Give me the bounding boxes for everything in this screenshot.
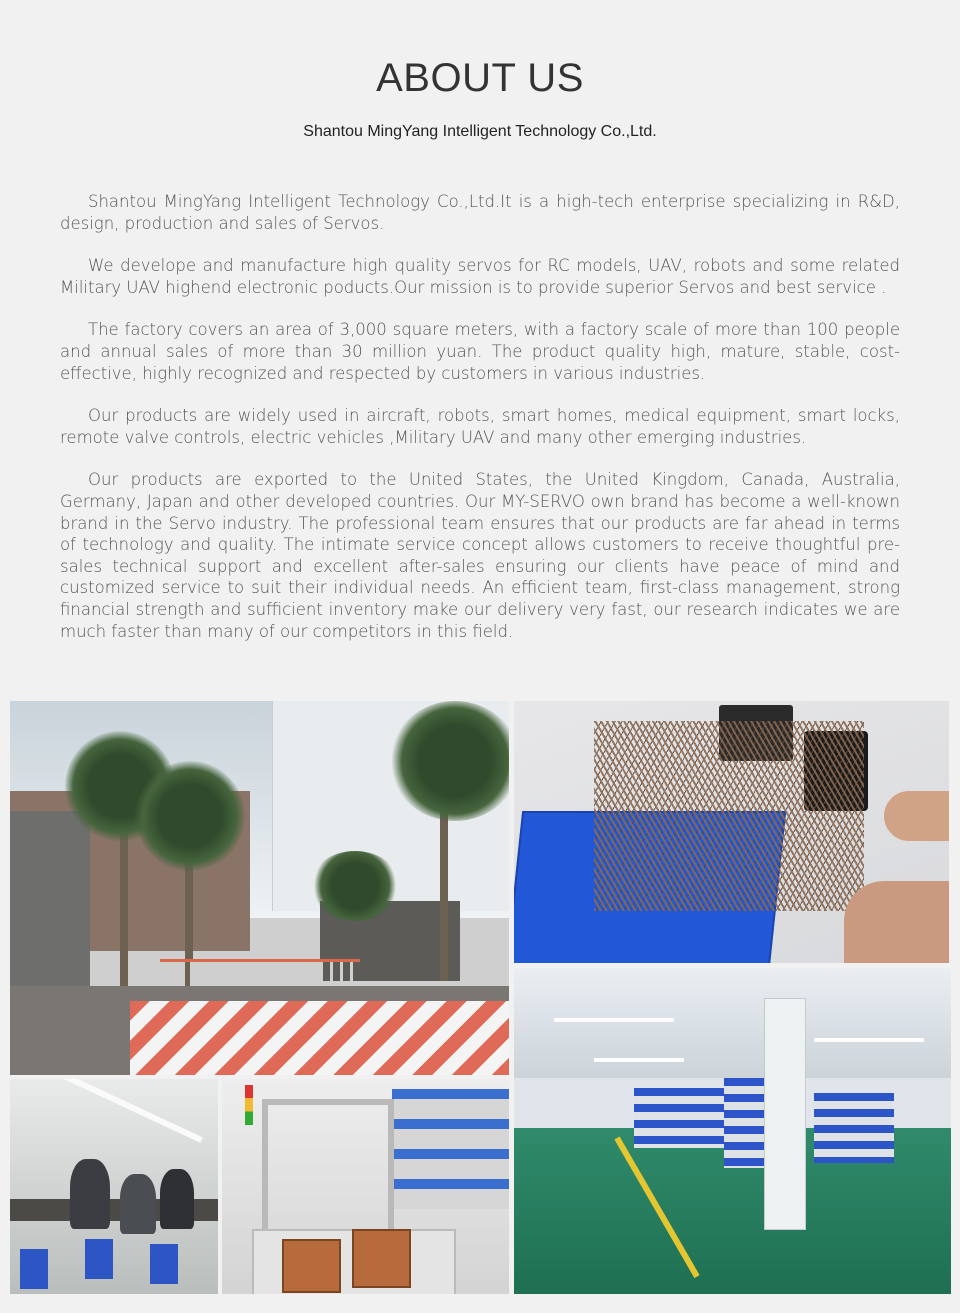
about-text	[60, 191, 900, 663]
assembly-workers-photo	[10, 1079, 218, 1294]
cable-assembly-photo	[514, 701, 949, 963]
paragraph-applications: Our products are widely used in aircraft, robots, smart homes, medical equipment, smart locks, remote valve controls, electric vehicles ,Military UAV and many other emerging industries.	[60, 406, 900, 447]
paragraph-export: Our products are exported to the United States, the United Kingdom, Canada, Australia, Germany, Japan and other developed countries. Our MY-SERVO own brand has become a well-known brand in the Servo industry. The professional team ensures that our products are far ahead in terms of technology and quality. The intimate service concept allows customers to receive thoughtful pre-sales technical support and excellent after-sales ensuring our clients have peace of mind and customized service to suit their individual needs. An efficient team, first-class management, strong financial strength and sufficient inventory make our delivery very fast, our research indicates we are much faster than many of our competitors in this field.	[60, 470, 900, 641]
page-title: ABOUT US	[376, 56, 584, 100]
factory-gate-photo	[10, 701, 509, 1075]
factory-floor-photo	[514, 968, 951, 1294]
dispensing-machine-photo	[222, 1079, 509, 1294]
paragraph-factory: The factory covers an area of 3,000 square meters, with a factory scale of more than 100 people and annual sales of more than 30 million yuan. The product quality high, mature, stable, cost-effective, highly recognized and respected by customers in various industries.	[60, 320, 900, 383]
company-name: Shantou MingYang Intelligent Technology Co.,Ltd.	[303, 123, 657, 140]
paragraph-intro: Shantou MingYang Intelligent Technology Co.,Ltd.It is a high-tech enterprise specializing in R&D, design, production and sales of Servos.	[60, 192, 900, 233]
paragraph-mission: We develope and manufacture high quality servos for RC models, UAV, robots and some related Military UAV highend electronic poducts.Our mission is to provide superior Servos and best service .	[60, 256, 900, 297]
